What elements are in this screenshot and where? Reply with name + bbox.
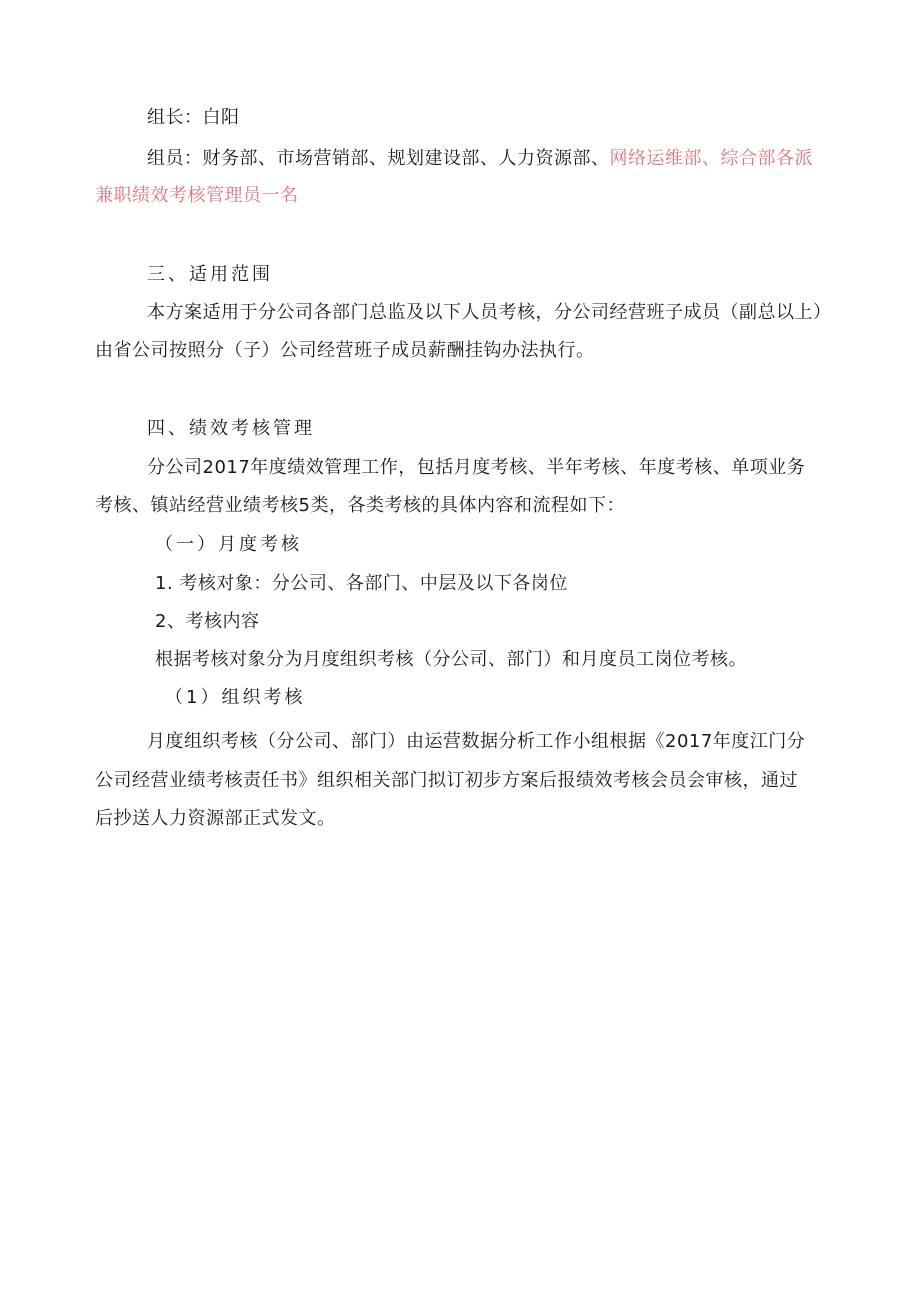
- members-line: [147, 147, 813, 171]
- org-paragraph-line2: 公司经营业绩考核责任书》组织相关部门拟订初步方案后报绩效考核会员会审核，通过: [95, 770, 798, 791]
- leader-line: 组长：白阳: [147, 107, 240, 128]
- org-paragraph-line1: 月度组织考核（分公司、部门）由运营数据分析工作小组根据《2017年度江门分: [147, 731, 806, 752]
- section4-paragraph-line2: 考核、镇站经营业绩考核5类，各类考核的具体内容和流程如下：: [95, 495, 625, 516]
- subsection-org-heading: （1）组织考核: [165, 687, 306, 708]
- item2-assessment-content: 2、考核内容: [155, 611, 260, 632]
- section3-paragraph-line1: 本方案适用于分公司各部门总监及以下人员考核，分公司经营班子成员（副总以上）: [147, 302, 832, 323]
- section3-heading: 三、适用范围: [147, 264, 273, 285]
- members-highlight-continuation: 兼职绩效考核管理员一名: [95, 185, 299, 206]
- org-paragraph-line3: 后抄送人力资源部正式发文。: [95, 808, 336, 829]
- members-text: 组员：财务部、市场营销部、规划建设部、人力资源部、: [147, 148, 610, 169]
- subsection-monthly-heading: （一）月度考核: [155, 534, 302, 555]
- members-highlight-text: 网络运维部、综合部各派: [609, 148, 813, 169]
- section4-paragraph-line1: 分公司2017年度绩效管理工作，包括月度考核、半年考核、年度考核、单项业务: [147, 457, 806, 478]
- item1-assessment-target: 1. 考核对象：分公司、各部门、中层及以下各岗位: [155, 573, 568, 594]
- section3-paragraph-line2: 由省公司按照分（子）公司经营班子成员薪酬挂钩办法执行。: [95, 340, 595, 361]
- section4-heading: 四、绩效考核管理: [147, 418, 315, 439]
- item2-description: 根据考核对象分为月度组织考核（分公司、部门）和月度员工岗位考核。: [155, 649, 747, 670]
